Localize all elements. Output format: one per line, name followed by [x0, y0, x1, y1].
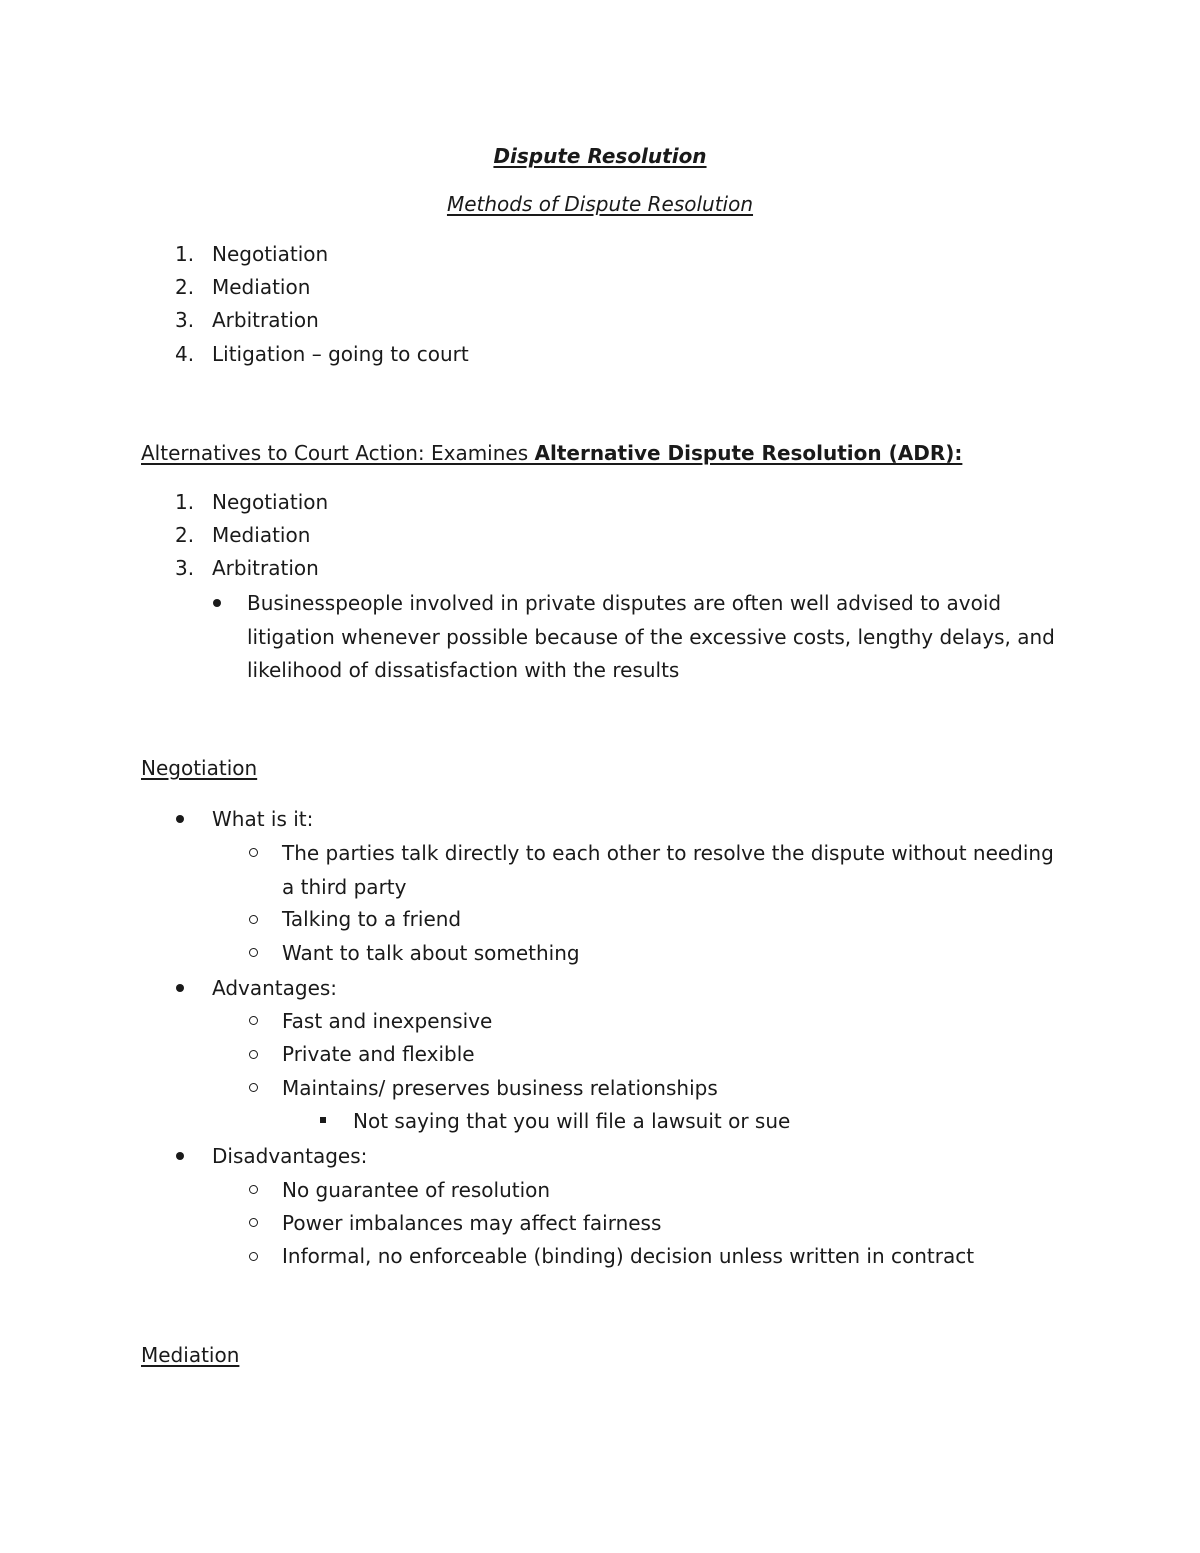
bullet-icon	[176, 984, 184, 992]
circle-bullet-icon	[249, 1083, 258, 1092]
list-item: Litigation – going to court	[212, 342, 469, 366]
list-item: Informal, no enforceable (binding) decision unless written in contract	[282, 1244, 975, 1268]
adr-heading-bold: Alternative Dispute Resolution (ADR):	[534, 441, 963, 465]
circle-bullet-icon	[249, 1218, 258, 1227]
list-number: 1.	[175, 242, 195, 266]
circle-bullet-icon	[249, 1252, 258, 1261]
what-label: What is it:	[212, 807, 314, 831]
circle-bullet-icon	[249, 1050, 258, 1059]
bullet-icon	[213, 599, 221, 607]
list-number: 3.	[175, 556, 195, 580]
square-bullet-icon	[320, 1117, 326, 1123]
list-item: Want to talk about something	[282, 941, 580, 965]
list-item: Arbitration	[212, 308, 319, 332]
list-item: Negotiation	[212, 490, 329, 514]
adr-note-line: likelihood of dissatisfaction with the results	[247, 658, 680, 682]
list-number: 1.	[175, 490, 195, 514]
list-item: No guarantee of resolution	[282, 1178, 551, 1202]
list-item: Fast and inexpensive	[282, 1009, 493, 1033]
list-item: Mediation	[212, 523, 311, 547]
disadvantages-label: Disadvantages:	[212, 1144, 368, 1168]
adr-note-line: litigation whenever possible because of the excessive costs, lengthy delays, and	[247, 625, 1055, 649]
list-item: Private and flexible	[282, 1042, 475, 1066]
list-item: Mediation	[212, 275, 311, 299]
circle-bullet-icon	[249, 948, 258, 957]
page-subtitle: Methods of Dispute Resolution	[446, 192, 754, 216]
circle-bullet-icon	[249, 915, 258, 924]
list-item: Arbitration	[212, 556, 319, 580]
negotiation-heading: Negotiation	[141, 756, 258, 780]
list-item: The parties talk directly to each other to resolve the dispute without needing	[282, 841, 1054, 865]
list-number: 4.	[175, 342, 195, 366]
list-item: Talking to a friend	[282, 907, 462, 931]
list-item: Power imbalances may affect fairness	[282, 1211, 662, 1235]
list-item: Negotiation	[212, 242, 329, 266]
page-title: Dispute Resolution	[493, 144, 707, 168]
list-number: 2.	[175, 523, 195, 547]
adr-note-line: Businesspeople involved in private disputes are often well advised to avoid	[247, 591, 1002, 615]
bullet-icon	[176, 815, 184, 823]
circle-bullet-icon	[249, 1016, 258, 1025]
circle-bullet-icon	[249, 1185, 258, 1194]
list-number: 2.	[175, 275, 195, 299]
advantages-label: Advantages:	[212, 976, 338, 1000]
adr-heading-prefix: Alternatives to Court Action: Examines	[141, 441, 535, 465]
list-item: Maintains/ preserves business relationships	[282, 1076, 718, 1100]
circle-bullet-icon	[249, 848, 258, 857]
adr-heading	[141, 440, 962, 466]
mediation-heading: Mediation	[141, 1343, 240, 1367]
list-item: a third party	[282, 875, 407, 899]
list-number: 3.	[175, 308, 195, 332]
bullet-icon	[176, 1152, 184, 1160]
list-item: Not saying that you will file a lawsuit or sue	[353, 1109, 791, 1133]
